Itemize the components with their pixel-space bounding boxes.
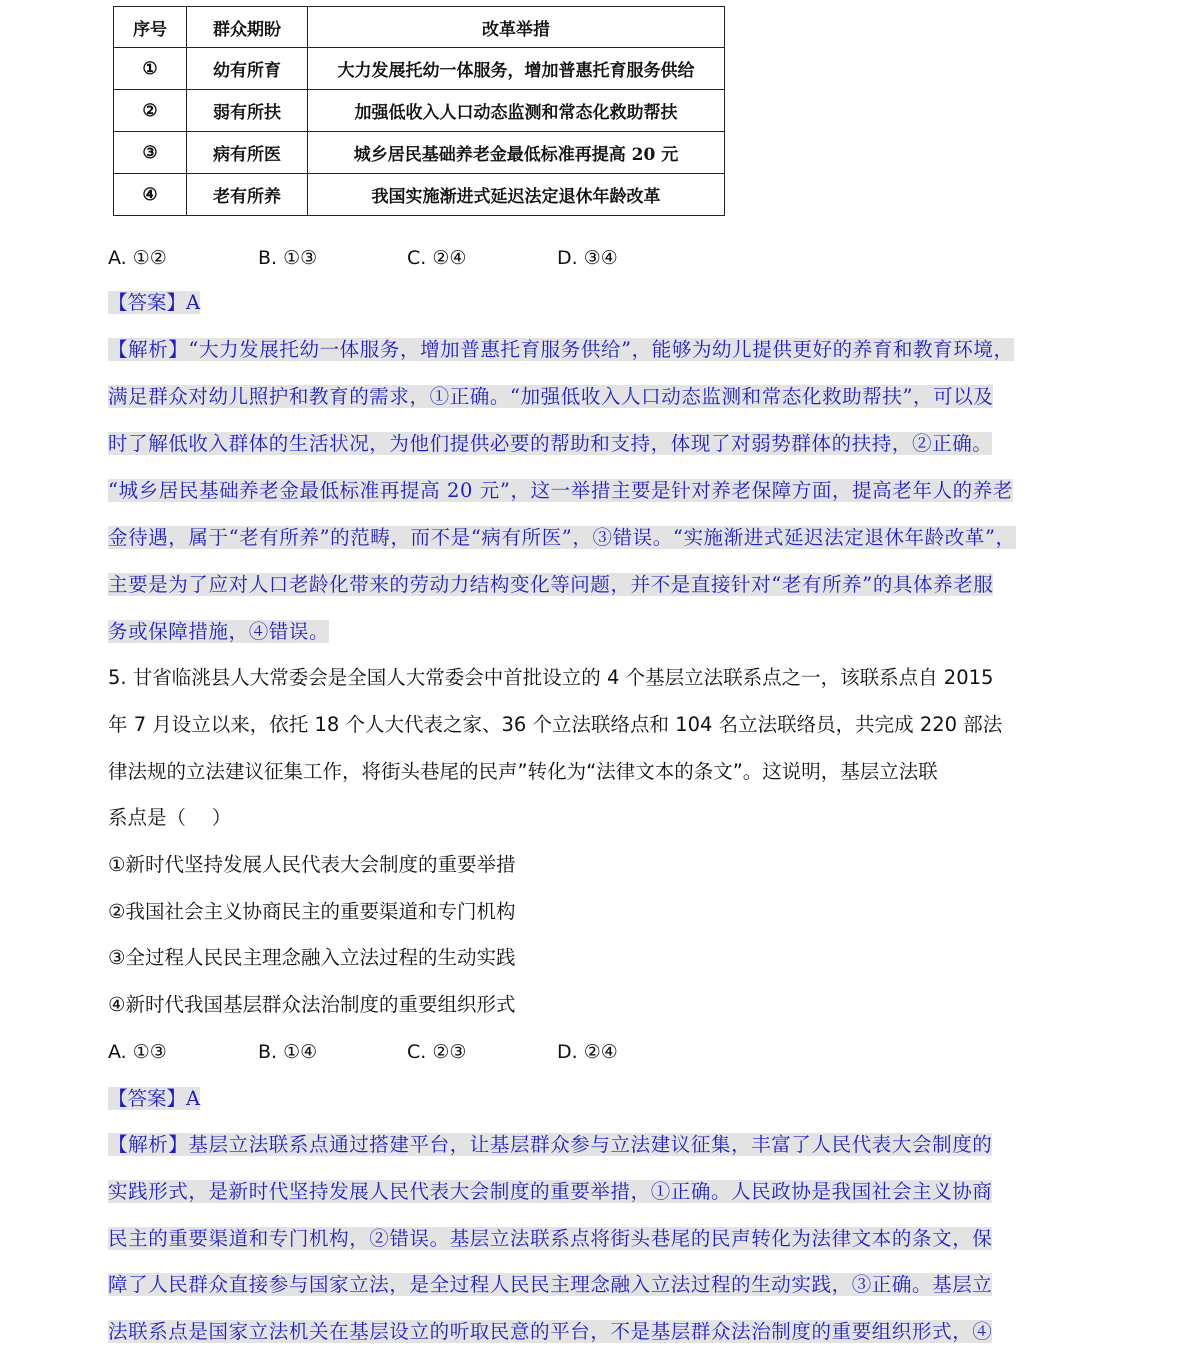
q4-explanation-line: 金待遇，属于“老有所养”的范畴，而不是“病有所医”，③错误。“实施渐进式延迟法定退休年龄改革”， <box>108 526 1016 549</box>
q4-option-d[interactable]: D. ③④ <box>557 247 618 269</box>
q5-explanation-line: 实践形式，是新时代坚持发展人民代表大会制度的重要举措，①正确。人民政协是我国社会主义协商 <box>108 1180 993 1203</box>
q4-options <box>108 243 808 273</box>
q4-explanation-line: 务或保障措施，④错误。 <box>108 620 330 643</box>
q5-explanation-line: 障了人民群众直接参与国家立法，是全过程人民民主理念融入立法过程的生动实践，③正确。基层立 <box>108 1273 993 1296</box>
q4-explanation-line: 【解析】“大力发展托幼一体服务，增加普惠托育服务供给”，能够为幼儿提供更好的养育和教育环境， <box>108 338 1014 361</box>
table-cell-expectation: 幼有所育 <box>187 48 308 90</box>
q5-option-d[interactable]: D. ②④ <box>557 1041 618 1063</box>
table-cell-measure: 大力发展托幼一体服务，增加普惠托育服务供给 <box>308 48 725 90</box>
q4-explanation-line: “城乡居民基础养老金最低标准再提高 20 元”，这一举措主要是针对养老保障方面，提高老年人的养老 <box>108 479 1013 502</box>
q5-option-c[interactable]: C. ②③ <box>407 1041 467 1063</box>
q4-option-a[interactable]: A. ①② <box>108 247 167 269</box>
q5-explanation-line: 民主的重要渠道和专门机构，②错误。基层立法联系点将街头巷尾的民声转化为法律文本的条文，保 <box>108 1227 993 1250</box>
q5-statement: ①新时代坚持发展人民代表大会制度的重要举措 <box>108 853 516 876</box>
table-cell-measure: 城乡居民基础养老金最低标准再提高 20 元 <box>308 132 725 174</box>
table-row <box>114 48 725 90</box>
table-cell-expectation: 老有所养 <box>187 174 308 216</box>
table-header-measure: 改革举措 <box>308 7 725 48</box>
table-cell-no: ② <box>114 90 187 132</box>
table-cell-measure: 加强低收入人口动态监测和常态化救助帮扶 <box>308 90 725 132</box>
q5-explanation-line: 法联系点是国家立法机关在基层设立的听取民意的平台，不是基层群众法治制度的重要组织形式，④ <box>108 1320 993 1343</box>
q5-stem-line: 年 7 月设立以来，依托 18 个人大代表之家、36 个立法联络点和 104 名立法联络员，共完成 220 部法 <box>108 713 1003 736</box>
reform-measures-table <box>113 6 725 216</box>
q5-option-a[interactable]: A. ①③ <box>108 1041 167 1063</box>
q4-explanation-line: 主要是为了应对人口老龄化带来的劳动力结构变化等问题，并不是直接针对“老有所养”的具体养老服 <box>108 573 994 596</box>
table-row <box>114 132 725 174</box>
q5-options <box>108 1037 808 1067</box>
table-header-no: 序号 <box>114 7 187 48</box>
q5-stem-line: 5. 甘省临洮县人大常委会是全国人大常委会中首批设立的 4 个基层立法联系点之一，该联系点自 2015 <box>108 666 994 689</box>
q5-statement: ④新时代我国基层群众法治制度的重要组织形式 <box>108 993 516 1016</box>
table-cell-expectation: 弱有所扶 <box>187 90 308 132</box>
q4-explanation-line: 时了解低收入群体的生活状况，为他们提供必要的帮助和支持，体现了对弱势群体的扶持，②正确。 <box>108 432 993 455</box>
table-cell-no: ④ <box>114 174 187 216</box>
q4-option-c[interactable]: C. ②④ <box>407 247 467 269</box>
q5-statement: ③全过程人民民主理念融入立法过程的生动实践 <box>108 946 516 969</box>
table-cell-no: ① <box>114 48 187 90</box>
table-header-row <box>114 7 725 48</box>
q4-answer: 【答案】A <box>108 291 201 314</box>
q5-stem-line: 系点是（ ） <box>108 806 232 829</box>
table-cell-expectation: 病有所医 <box>187 132 308 174</box>
table-row <box>114 90 725 132</box>
table-cell-no: ③ <box>114 132 187 174</box>
table-cell-measure: 我国实施渐进式延迟法定退休年龄改革 <box>308 174 725 216</box>
q4-option-b[interactable]: B. ①③ <box>258 247 318 269</box>
table-header-expectation: 群众期盼 <box>187 7 308 48</box>
q5-option-b[interactable]: B. ①④ <box>258 1041 318 1063</box>
q4-explanation-line: 满足群众对幼儿照护和教育的需求，①正确。“加强低收入人口动态监测和常态化救助帮扶”，可以及 <box>108 385 994 408</box>
q5-explanation-line: 【解析】基层立法联系点通过搭建平台，让基层群众参与立法建议征集，丰富了人民代表大会制度的 <box>108 1133 993 1156</box>
q5-statement: ②我国社会主义协商民主的重要渠道和专门机构 <box>108 900 516 923</box>
q5-answer: 【答案】A <box>108 1087 201 1110</box>
table-row <box>114 174 725 216</box>
q5-stem-line: 律法规的立法建议征集工作，将街头巷尾的民声”转化为“法律文本的条文”。这说明，基层立法联 <box>108 760 938 783</box>
